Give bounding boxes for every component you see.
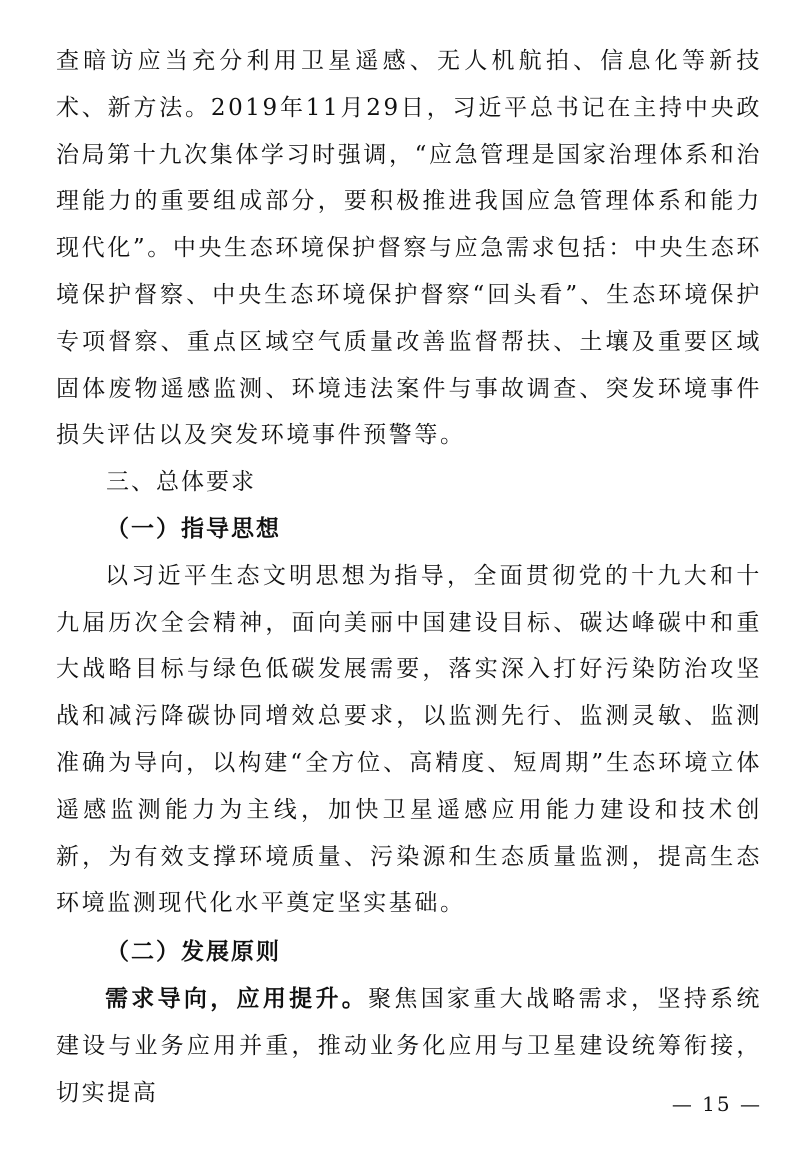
- guiding-ideology-paragraph: 以习近平生态文明思想为指导，全面贯彻党的十九大和十九届历次全会精神，面向美丽中国建设目标、碳达峰碳中和重大战略目标与绿色低碳发展需要，落实深入打好污染防治攻坚战和减污降碳协同增效总要求，以监测先行、监测灵敏、监测准确为导向，以构建“全方位、高精度、短周期”生态环境立体遥感监测能力为主线，加快卫星遥感应用能力建设和技术创新，为有效支撑环境质量、污染源和生态质量监测，提高生态环境监测现代化水平奠定坚实基础。: [56, 562, 762, 917]
- body-paragraph-continued: 查暗访应当充分利用卫星遥感、无人机航拍、信息化等新技术、新方法。2019年11月29日，习近平总书记在主持中央政治局第十九次集体学习时强调，“应急管理是国家治理体系和治理能力的重要组成部分，要积极推进我国应急管理体系和能力现代化”。中央生态环境保护督察与应急需求包括：中央生态环境保护督察、中央生态环境保护督察“回头看”、生态环境保护专项督察、重点区域空气质量改善监督帮扶、土壤及重要区域固体废物遥感监测、环境违法案件与事故调查、突发环境事件损失评估以及突发环境事件预警等。: [56, 48, 762, 449]
- section-heading-overall-requirements: 三、总体要求: [106, 469, 256, 496]
- subsection-heading-guiding-ideology: （一）指导思想: [106, 515, 281, 542]
- development-principles-paragraph: [56, 976, 762, 1116]
- document-page: [56, 38, 762, 1116]
- page-number: — 15 —: [671, 1092, 762, 1116]
- principle-lead-phrase: 需求导向，应用提升。: [105, 985, 369, 1012]
- principle-text: 聚焦国家重大战略需求，坚持系统建设与业务应用并重，推动业务化应用与卫星建设统筹衔接，切实提高: [56, 985, 763, 1106]
- subsection-heading-development-principles: （二）发展原则: [106, 939, 281, 966]
